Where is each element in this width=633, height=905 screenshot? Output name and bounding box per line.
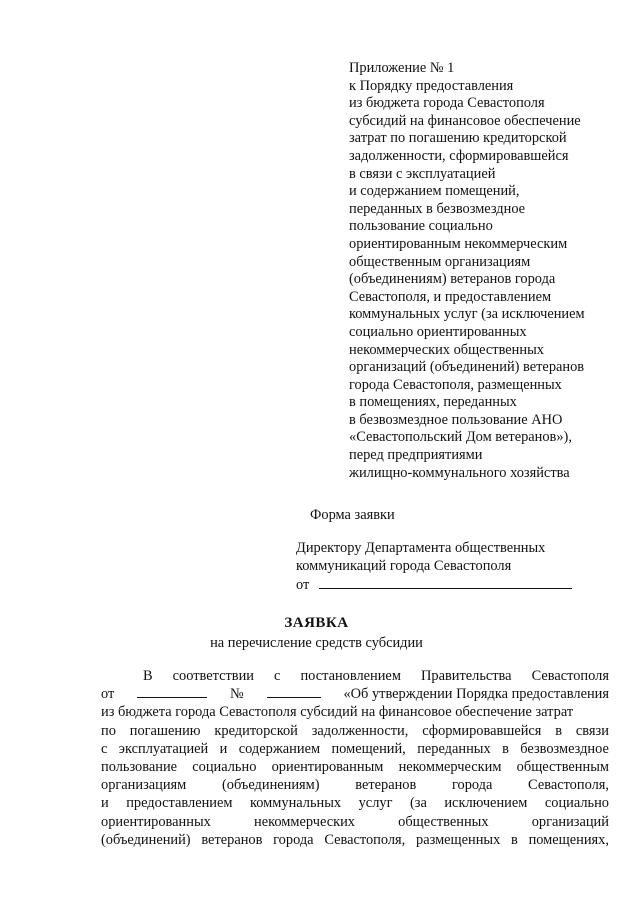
line-text: из бюджета города Севастополя субсидий на финансовое обеспечение затрат bbox=[101, 704, 574, 721]
body-line bbox=[101, 685, 609, 703]
appendix-line: жилищно-коммунального хозяйства bbox=[349, 464, 570, 481]
word: содержанием bbox=[238, 740, 321, 757]
appendix-line: города Севастополя, размещенных bbox=[349, 376, 562, 393]
document-subtitle: на перечисление средств субсидии bbox=[210, 635, 423, 651]
word: № bbox=[230, 686, 244, 703]
appendix-line: Севастополя, и предоставлением bbox=[349, 288, 552, 305]
body-line bbox=[101, 831, 609, 849]
word: безвозмездное bbox=[520, 740, 609, 757]
word: и bbox=[101, 795, 109, 812]
date-blank-field[interactable] bbox=[137, 685, 207, 698]
word: города bbox=[273, 831, 314, 848]
body-line bbox=[101, 776, 609, 794]
appendix-line: «Севастопольский Дом ветеранов»), bbox=[349, 429, 572, 446]
body-line bbox=[101, 722, 609, 740]
appendix-line: в безвозмездное пользование АНО bbox=[349, 411, 563, 428]
word: Правительства bbox=[420, 668, 512, 684]
appendix-line: и содержанием помещений, bbox=[349, 183, 520, 200]
word: (объединениям) bbox=[221, 777, 320, 794]
word: социально bbox=[544, 795, 609, 812]
appendix-line: ориентированным некоммерческим bbox=[349, 235, 568, 252]
appendix-line: пользование социально bbox=[349, 218, 493, 235]
from-blank-field[interactable] bbox=[319, 575, 572, 589]
word: постановлением bbox=[300, 668, 401, 684]
word: коммунальных bbox=[249, 795, 342, 812]
word: в bbox=[511, 831, 518, 848]
word: соответствии bbox=[172, 668, 254, 684]
body-line bbox=[101, 740, 609, 758]
form-label: Форма заявки bbox=[310, 507, 395, 523]
word: ветеранов bbox=[201, 831, 263, 848]
word: сформировавшейся bbox=[422, 722, 542, 739]
appendix-line: Приложение № 1 bbox=[349, 60, 455, 76]
number-blank-field[interactable] bbox=[267, 685, 321, 698]
addressee-block bbox=[296, 539, 616, 594]
word: Севастополя, bbox=[324, 831, 406, 848]
word: с bbox=[101, 740, 108, 757]
from-line bbox=[296, 575, 616, 594]
word: услуг bbox=[358, 795, 393, 812]
word: ориентированных bbox=[101, 813, 211, 830]
appendix-line: перед предприятиями bbox=[349, 447, 483, 464]
appendix-line: организаций (объединений) ветеранов bbox=[349, 359, 585, 376]
word: погашению bbox=[129, 722, 201, 739]
word: «Об утверждении Порядка предоставления bbox=[343, 686, 609, 703]
body-line bbox=[101, 758, 609, 776]
word: в bbox=[502, 740, 509, 757]
word: по bbox=[101, 722, 116, 739]
word: пользование bbox=[101, 759, 178, 776]
word: города bbox=[451, 777, 493, 794]
word: общественных bbox=[398, 813, 489, 830]
word: общественным bbox=[516, 759, 609, 776]
appendix-line: общественным организациям bbox=[349, 253, 531, 270]
appendix-line: к Порядку предоставления bbox=[349, 77, 514, 94]
document-title: ЗАЯВКА bbox=[284, 615, 349, 631]
word: с bbox=[274, 668, 281, 684]
addressee-line-1: Директору Департамента общественных bbox=[296, 540, 546, 556]
body-line bbox=[101, 703, 609, 721]
appendix-line: (объединениям) ветеранов города bbox=[349, 271, 556, 288]
appendix-line: некоммерческих общественных bbox=[349, 341, 544, 358]
appendix-line: коммунальных услуг (за исключением bbox=[349, 306, 585, 323]
word: помещений, bbox=[331, 740, 406, 757]
word: переданных bbox=[417, 740, 491, 757]
appendix-line: из бюджета города Севастополя bbox=[349, 95, 545, 112]
body-line bbox=[101, 813, 609, 831]
appendix-line: затрат по погашению кредиторской bbox=[349, 130, 567, 147]
appendix-line: социально ориентированных bbox=[349, 323, 527, 340]
word: в bbox=[555, 722, 563, 739]
word: организациям bbox=[101, 777, 187, 794]
word: В bbox=[143, 668, 153, 684]
word: организаций bbox=[531, 813, 609, 830]
word: задолженности, bbox=[311, 722, 409, 739]
word: Севастополя bbox=[531, 668, 609, 684]
word: и bbox=[219, 740, 228, 757]
word: некоммерческим bbox=[398, 759, 502, 776]
body-paragraph bbox=[101, 667, 609, 849]
appendix-line: переданных в безвозмездное bbox=[349, 200, 526, 217]
word: Севастополя, bbox=[528, 777, 609, 794]
addressee-line-2: коммуникаций города Севастополя bbox=[296, 558, 512, 574]
word: ветеранов bbox=[355, 777, 417, 794]
word: предоставлением bbox=[126, 795, 233, 812]
appendix-line: задолженности, сформировавшейся bbox=[349, 147, 569, 164]
word: некоммерческих bbox=[254, 813, 355, 830]
word: (за bbox=[409, 795, 427, 812]
word: кредиторской bbox=[214, 722, 298, 739]
word: социально bbox=[192, 759, 257, 776]
appendix-line: в связи с эксплуатацией bbox=[349, 165, 496, 182]
body-line bbox=[101, 794, 609, 812]
word: размещенных bbox=[416, 831, 501, 848]
word: исключением bbox=[444, 795, 528, 812]
appendix-line: субсидий на финансовое обеспечение bbox=[349, 112, 581, 129]
from-label: от bbox=[296, 577, 310, 593]
word: эксплуатацией bbox=[118, 740, 209, 757]
word: ориентированным bbox=[271, 759, 384, 776]
body-line bbox=[101, 667, 609, 685]
appendix-line: в помещениях, переданных bbox=[349, 394, 517, 411]
appendix-header bbox=[349, 60, 629, 482]
word: от bbox=[101, 686, 115, 703]
word: связи bbox=[575, 722, 609, 739]
word: помещениях, bbox=[528, 831, 609, 848]
word: (объединений) bbox=[101, 831, 191, 848]
